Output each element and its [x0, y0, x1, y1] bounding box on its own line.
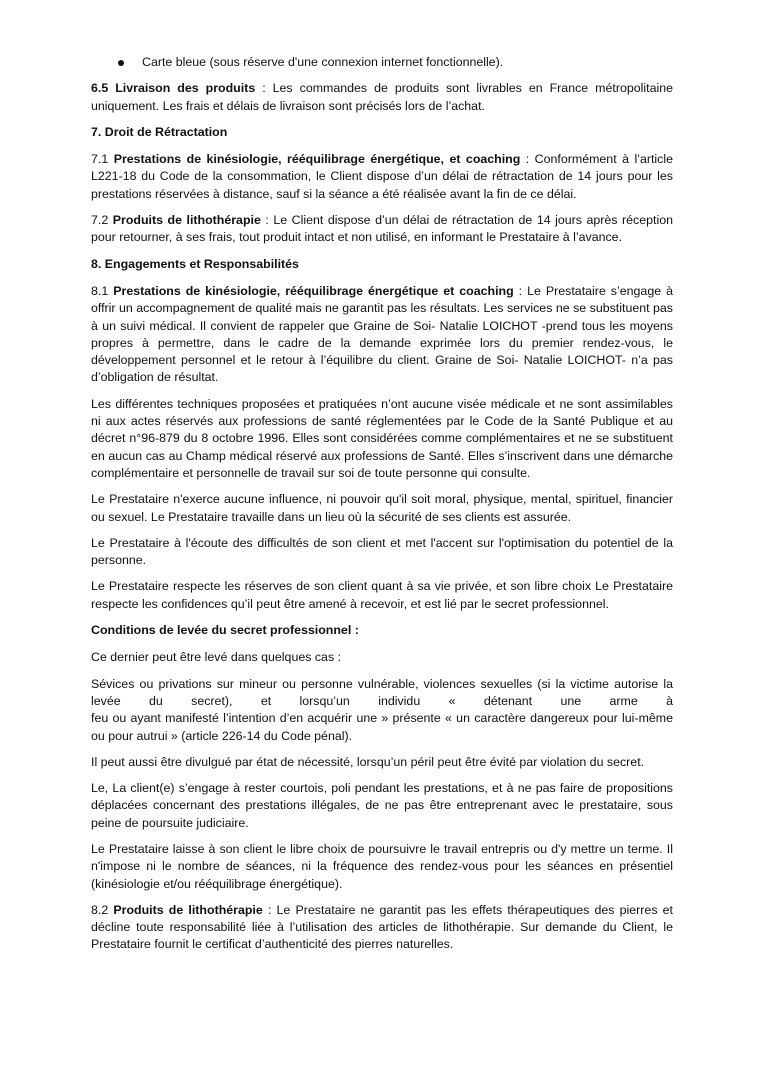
heading-conditions: Conditions de levée du secret professionnel : — [91, 623, 359, 638]
section-7-2-text: : Le Client dispose d’un délai de rétractation de 14 jours après réception pour retourner, à ses frais, tout produit intact et non utilisé, en informant le Prestataire à l’avance. — [91, 213, 673, 245]
section-6-5 — [91, 80, 673, 115]
section-6-5-title: 6.5 Livraison des produits — [91, 81, 256, 96]
section-8-2-number: 8.2 — [91, 902, 114, 917]
section-8-1 — [91, 283, 673, 387]
paragraph-techniques: Les différentes techniques proposées et pratiquées n’ont aucune visée médicale et ne sont assimilables ni aux actes réservés aux professions de santé réglementées par le Code de la Santé Publique et au décret n°96-879 du 8 octobre 1996. Elles sont considérées comme complémentaires et ne se substituent en aucun cas au Champ médical réservé aux professions de Santé. Elles s’inscrivent dans une démarche complémentaire et personnelle de travail sur soi de toute personne qui consulte. — [91, 396, 673, 480]
paragraph-divulgue: Il peut aussi être divulgué par état de nécessité, lorsqu’un péril peut être évité par violation du secret. — [91, 754, 645, 769]
paragraph-ce-dernier: Ce dernier peut être levé dans quelques cas : — [91, 650, 342, 665]
section-8-1-title: Prestations de kinésiologie, rééquilibrage énergétique et coaching — [113, 283, 514, 298]
section-7-2-title: Produits de lithothérapie — [112, 213, 261, 228]
section-8-1-number: 8.1 — [91, 283, 114, 298]
paragraph-respecte: Le Prestataire respecte les réserves de son client quant à sa vie privée, et son libre choix Le Prestataire respecte les confidences qu’il peut être amené à recevoir, et est lié par le secret professionnel. — [91, 579, 673, 611]
paragraph-sevices — [91, 676, 673, 745]
document-page — [91, 54, 673, 963]
section-8-2-title: Produits de lithothérapie — [113, 902, 263, 917]
section-7-1 — [91, 151, 673, 203]
section-7-2-number: 7.2 — [91, 213, 113, 228]
bullet-text: Carte bleue (sous réserve d'une connexion internet fonctionnelle). — [142, 55, 504, 69]
section-7-1-number: 7.1 — [91, 152, 114, 167]
paragraph-libre-choix: Le Prestataire laisse à son client le libre choix de poursuivre le travail entrepris ou d'y mettre un terme. Il n'impose ni le nombre de séances, ni la fréquence des rendez-vous pour les séances en présentiel (kinésiologie et/ou rééquilibrage énergétique). — [91, 841, 673, 891]
list-item — [91, 54, 673, 71]
paragraph-sevices-line-2: levée du secret), et lorsqu’un individu « détenant une arme à — [91, 693, 673, 708]
section-8-2 — [91, 902, 673, 954]
section-7-1-title: Prestations de kinésiologie, rééquilibrage énergétique, et coaching — [113, 152, 521, 167]
paragraph-sevices-line-1: Sévices ou privations sur mineur ou personne vulnérable, violences sexuelles (si la victime autorise la — [91, 676, 673, 691]
paragraph-sevices-line-3: feu ou ayant manifesté l’intention d’en acquérir une » présente « un caractère dangereux pour lui-même ou pour autrui » (article 226-14 du Code pénal). — [91, 711, 673, 743]
paragraph-ecoute: Le Prestataire à l'écoute des difficultés de son client et met l'accent sur l'optimisation du potentiel de la personne. — [91, 535, 673, 568]
paragraph-influence: Le Prestataire n'exerce aucune influence, ni pouvoir qu'il soit moral, physique, mental, spirituel, financier ou sexuel. Le Prestataire travaille dans un lieu où la sécurité de ses clients est assurée. — [91, 492, 673, 524]
paragraph-client: Le, La client(e) s’engage à rester courtois, poli pendant les prestations, et à ne pas faire de propositions déplacées concernant des prestations illégales, de ne pas être entreprenant avec le prestataire, sous peine de poursuite judiciaire. — [91, 781, 673, 830]
heading-7: 7. Droit de Rétractation — [91, 124, 228, 139]
section-8-2-text: : Le Prestataire ne garantit pas les effets thérapeutiques des pierres et décline toute responsabilité liée à l’utilisation des articles de lithothérapie. Sur demande du Client, le Prestataire fournit le certificat d’authenticité des pierres naturelles. — [91, 902, 674, 952]
heading-8: 8. Engagements et Responsabilités — [91, 256, 299, 271]
bullet-icon — [118, 60, 124, 66]
section-8-1-text: : Le Prestataire s’engage à offrir un accompagnement de qualité mais ne garantit pas les résultats. Les services ne se substituent pas à un suivi médical. Il convient de rappeler que Graine de Soi- Natalie LOICHOT -prend tous les moyens propres à permettre, dans le cadre de la demande exprimée lors du premier rendez-vous, le développement personnel et le retour à l’équilibre du client. Graine de Soi- Natalie LOICHOT- n’a pas d’obligation de résultat. — [91, 283, 673, 385]
section-7-1-text: : Conformément à l’article L221-18 du Code de la consommation, le Client dispose d’un délai de rétractation de 14 jours pour les prestations réservées à distance, sauf si la séance a été réalisée avant la fin de ce délai. — [91, 152, 673, 201]
section-7-2 — [91, 212, 673, 247]
section-6-5-text: : Les commandes de produits sont livrables en France métropolitaine uniquement. Les frais et délais de livraison sont précisés lors de l’achat. — [91, 81, 673, 113]
